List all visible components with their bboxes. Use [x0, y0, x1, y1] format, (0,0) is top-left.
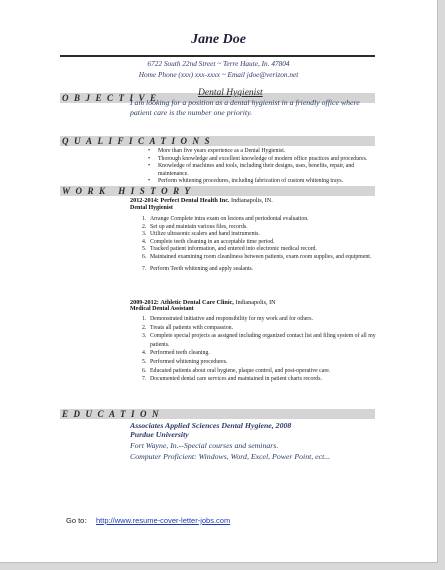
job-2-duties	[142, 315, 380, 384]
job-1-dates: 2012-2014:	[130, 197, 159, 204]
objective-title: OBJECTIVE	[62, 93, 162, 103]
list-item: 4. Complete teeth cleaning in an acceptable time period.	[142, 238, 275, 245]
contact-line: Home Phone (xxx) xxx-xxxx ~ Email jdoe@verizon.net	[138, 70, 299, 79]
list-item: 6. Maintained examining room cleanliness between patients, exam room supplies, and equipment.	[142, 253, 372, 260]
goto-label: Go to:	[66, 516, 87, 525]
education-computer: Computer Proficient: Windows, Word, Excel, Power Point, ect...	[130, 452, 331, 461]
list-item: 3. Utilize ultrasonic scalers and hand instruments.	[142, 231, 260, 238]
list-item: • More than five years experience as a Dental Hygienist.	[148, 148, 286, 154]
job-1-location: Indianapolis, IN.	[229, 197, 273, 204]
job-2-title	[130, 299, 276, 306]
qualifications-list	[148, 148, 378, 186]
job-1-title	[130, 197, 273, 204]
qualifications-title: QUALIFICATIONS	[62, 136, 216, 146]
objective-text: I am looking for a position as a dental hygienist in a friendly office where patient care is the number one priority.	[130, 98, 360, 117]
job-1-role: Dental Hygienist	[130, 205, 173, 211]
list-item: 7. Perform Teeth whitening and apply sealants.	[142, 265, 254, 272]
objective-heading: Dental Hygienist	[198, 88, 263, 98]
list-item: 1. Demonstrated initiative and responsibility for my work and for others.	[142, 316, 313, 322]
list-item: 2. Treats all patients with compassion.	[142, 324, 234, 331]
job-2-dates: 2009-2012:	[130, 299, 159, 306]
job-1-employer: Perfect Dental Health Inc.	[160, 197, 230, 204]
list-item: 5. Performed whitening procedures.	[142, 358, 228, 365]
job-2-location: Indianapolis, IN	[233, 299, 276, 306]
list-item: 3. Complete special projects as assigned including organized contact list and filing system of all my patients.	[142, 333, 376, 348]
list-item: • Knowledge of machines and tools, including their designs, uses, benefits, repair, and maintenance.	[148, 163, 355, 177]
education-degree: Associates Applied Sciences Dental Hygiene, 2008	[130, 421, 292, 430]
education-courses: Fort Wayne, In.--Special courses and seminars.	[130, 441, 279, 450]
job-1-duties	[142, 216, 380, 273]
work-history-title: WORK HISTORY	[62, 186, 196, 196]
list-item: 5. Tracked patient information, and entered into electronic medical record.	[142, 246, 317, 253]
list-item: 4. Performed teeth cleaning.	[142, 350, 210, 357]
bullet-icon: •	[148, 148, 151, 154]
job-2-employer: Athletic Dental Care Clinic,	[160, 299, 234, 306]
resume-site-link[interactable]: http://www.resume-cover-letter-jobs.com	[96, 516, 231, 525]
header-rule	[60, 55, 375, 57]
list-item: 7. Documented dental care services and maintained in patient charts records.	[142, 376, 322, 383]
list-item: 2. Set up and maintain various files, records.	[142, 223, 248, 230]
education-title: EDUCATION	[62, 409, 165, 419]
list-item: • Thorough knowledge and excellent knowledge of modern office practices and procedures.	[148, 155, 368, 162]
address-line: 6722 South 22nd Street ~ Terre Haute, In. 47804	[147, 59, 290, 68]
job-2-role: Medical Dental Assistant	[130, 306, 194, 312]
education-school: Purdue University	[130, 430, 189, 439]
list-item: • Perform whitening procedures, including fabrication of custom whitening trays.	[148, 178, 344, 185]
resume-name: Jane Doe	[191, 32, 246, 47]
bullet-icon: •	[148, 155, 151, 162]
bullet-icon: •	[148, 178, 151, 185]
list-item: 1. Arrange Complete intra exam on lesions and periodontal evaluation.	[142, 216, 309, 222]
list-item: 6. Educated patients about oral hygiene, plaque control, and post-operative care.	[142, 367, 331, 374]
bullet-icon: •	[148, 163, 151, 170]
